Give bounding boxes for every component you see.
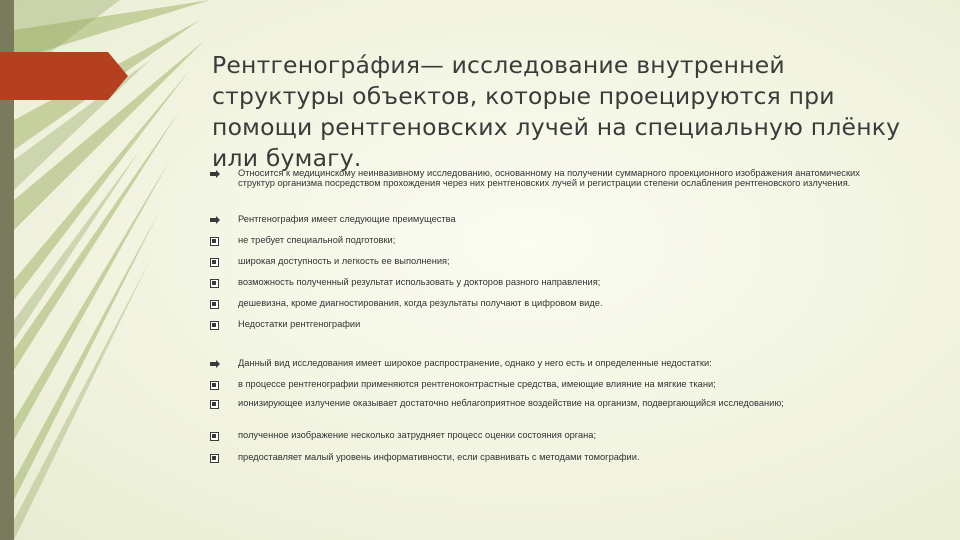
arrow-bullet-icon [210,215,220,225]
arrow-bullet-icon [210,359,220,369]
list-item: Недостатки рентгенографии [210,319,870,329]
checkbox-bullet-icon [210,236,220,246]
list-item: предоставляет малый уровень информативности, если сравнивать с методами томографии. [210,452,870,462]
list-item: ионизирующее излучение оказывает достаточно неблагоприятное воздействие на организм, подвергающийся исследованию; [210,398,870,408]
list-item: Данный вид исследования имеет широкое распространение, однако у него есть и определенные недостатки: [210,358,870,368]
arrow-bullet-icon [210,169,220,179]
red-title-tab [0,52,130,100]
list-item: в процессе рентгенографии применяются рентгеноконтрастные средства, имеющие влияние на мягкие ткани; [210,379,870,389]
checkbox-bullet-icon [210,299,220,309]
list-item: Относится к медицинскому неинвазивному исследованию, основанному на получении суммарного проекционного изображения анатомических структур организма посредством прохождения через них рентгеновских лучей и регистрации степени ослабления рентгеновского излучения. [210,168,870,188]
checkbox-bullet-icon [210,257,220,267]
checkbox-bullet-icon [210,453,220,463]
list-item: широкая доступность и легкость ее выполнения; [210,256,870,266]
checkbox-bullet-icon [210,320,220,330]
checkbox-bullet-icon [210,278,220,288]
checkbox-bullet-icon [210,399,220,409]
list-item: дешевизна, кроме диагностирования, когда результаты получают в цифровом виде. [210,298,870,308]
list-item: Рентгенография имеет следующие преимущества [210,214,870,224]
slide-title: Рентгеногра́фия— исследование внутренней структуры объектов, которые проецируются при помощи рентгеновских лучей на специальную плёнку или бумагу. [212,51,901,172]
checkbox-bullet-icon [210,431,220,441]
list-item: возможность полученный результат использовать у докторов разного направления; [210,277,870,287]
list-item: не требует специальной подготовки; [210,235,870,245]
checkbox-bullet-icon [210,380,220,390]
list-item: полученное изображение несколько затрудняет процесс оценки состояния органа; [210,430,870,440]
